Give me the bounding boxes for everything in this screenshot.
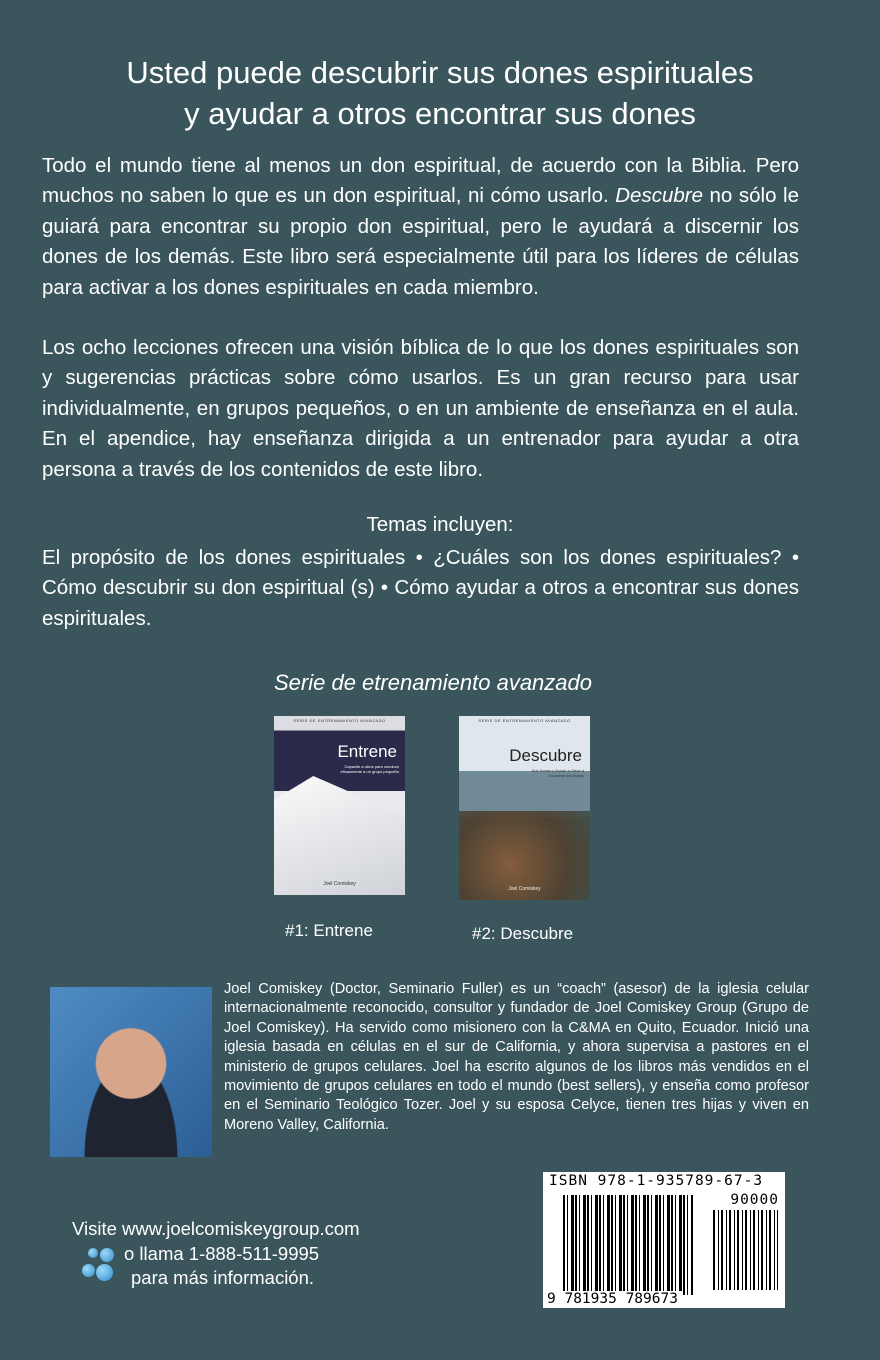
intro-text-a: Todo el mundo tiene al menos un don espiritual, de acuerdo con la Biblia. Pero muchos no saben lo que es un don espiritual, ni cómo usarlo. bbox=[42, 154, 799, 208]
series-title: Serie de etrenamiento avanzado bbox=[274, 670, 592, 695]
barcode-bars bbox=[563, 1195, 693, 1295]
price-code: 90000 bbox=[730, 1192, 779, 1208]
ean-digits: 9 781935 789673 bbox=[547, 1291, 682, 1307]
author-photo bbox=[50, 987, 212, 1157]
info-line: para más información. bbox=[131, 1267, 315, 1288]
book-author: Joel Comiskey bbox=[323, 881, 356, 887]
author-bio: Joel Comiskey (Doctor, Seminario Fuller) es un “coach” (asesor) de la iglesia celular internacionalmente reconocido, consultor y fundador de Joel Comiskey Group (Grupo de Joel Comiskey). Ha servido como misionero con la C&MA en Quito, Ecuador. Inició una iglesia basada en células en el sur de California, y ahora supervisa a pastores en el ministerio de grupos celulares. Joel ha escrito algunos de los libros más vendidos en el movimiento de grupos celulares en todo el mundo (best sellers), y enseña como profesor en el Seminario Teológico Tozer. Joel y su esposa Celyce, tienen tres hijas y viven en Moreno Valley, California. bbox=[224, 981, 809, 1133]
isbn-number: ISBN 978-1-935789-67-3 bbox=[549, 1173, 764, 1189]
lessons-paragraph: Los ocho lecciones ofrecen una visión bíblica de lo que los dones espirituales son y sugerencias prácticas sobre cómo usarlos. Es un gran recurso para usar individualmente, en grupos pequeños, o en un ambiente de enseñanza en el aula. En el apendice, hay enseñanza dirigida a un entrenador para ayudar a otra persona a través de los contenidos de este libro. bbox=[42, 336, 799, 481]
website-line: Visite www.joelcomiskeygroup.com bbox=[72, 1218, 360, 1239]
headline-line-1: Usted puede descubrir sus dones espirituales bbox=[126, 55, 754, 90]
price-barcode-bars bbox=[713, 1210, 778, 1290]
intro-paragraph bbox=[42, 151, 799, 303]
book-subtitle: Sus Dones y Ayude a Otros a Encontrar los Suyos bbox=[531, 768, 584, 778]
phone-line: o llama 1-888-511-9995 bbox=[124, 1242, 320, 1264]
topics-list: El propósito de los dones espirituales • ¿Cuáles son los dones espirituales? • Cómo descubrir su don espiritual (s) • Cómo ayudar a otros a encontrar sus dones espirituales. bbox=[42, 546, 799, 630]
headline-line-2: y ayudar a otros encontrar sus dones bbox=[184, 96, 696, 131]
book-title: Entrene bbox=[337, 742, 397, 761]
intro-text-b: no sólo le guiará para encontrar su propio don espiritual, pero le ayudará a discernir los dones de los demás. Este libro será especialmente útil para los líderes de células para activar a los dones espirituales en cada miembro. bbox=[42, 184, 800, 299]
cover-headline bbox=[0, 52, 880, 134]
book-caption-2: #2: Descubre bbox=[472, 924, 574, 943]
book-series-label: SERIE DE ENTRENAMIENTO AVANZADO bbox=[293, 718, 386, 723]
book-cover-entrene bbox=[274, 716, 405, 895]
book-title: Descubre bbox=[509, 746, 582, 765]
isbn-barcode bbox=[543, 1172, 785, 1308]
book-author: Joel Comiskey bbox=[508, 886, 541, 892]
topics-heading: Temas incluyen: bbox=[366, 513, 514, 536]
book-caption-1: #1: Entrene bbox=[285, 921, 373, 940]
book-subtitle: Capacite a otros para conducir eficazmente a un grupo pequeño bbox=[340, 764, 399, 774]
book-cover-descubre bbox=[459, 716, 590, 900]
intro-book-title: Descubre bbox=[615, 184, 703, 208]
book-series-label: SERIE DE ENTRENAMIENTO AVANZADO bbox=[478, 718, 571, 723]
logo-icon bbox=[82, 1248, 118, 1284]
